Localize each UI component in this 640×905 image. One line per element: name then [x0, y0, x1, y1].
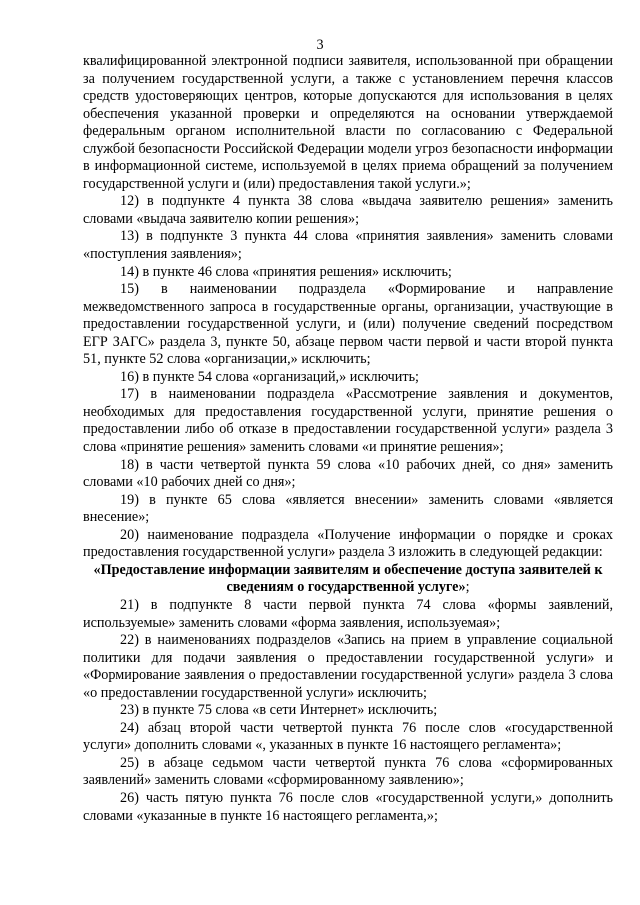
- paragraph-item-15: 15) в наименовании подраздела «Формирование и направление межведомственного запроса в государственные органы, организации, участвующие в предоставлении государственной услуги, и (или) получение сведений посредством ЕГР ЗАГС» раздела 3, пункте 50, абзаце первом части первой и части второй пункта 51, пункте 52 слова «организации,» исключить;: [83, 281, 613, 368]
- heading-text: «Предоставление информации заявителям и обеспечение доступа заявителей к сведениям о государственной услуге»: [93, 561, 603, 596]
- paragraph-item-17: 17) в наименовании подраздела «Рассмотрение заявления и документов, необходимых для предоставления государственной услуги, принятие решения о предоставлении либо об отказе в предоставлении государственной услуги» раздела 3 слова «принятие решения» заменить словами «и принятие решения»;: [83, 386, 613, 456]
- paragraph-item-12: 12) в подпункте 4 пункта 38 слова «выдача заявителю решения» заменить словами «выдача заявителю копии решения»;: [83, 193, 613, 227]
- paragraph-item-24: 24) абзац второй части четвертой пункта 76 после слов «государственной услуги» дополнить словами «, указанных в пункте 16 настоящего регламента»;: [83, 719, 613, 754]
- paragraph-item-21: 21) в подпункте 8 части первой пункта 74 слова «формы заявлений, используемые» заменить словами «форма заявления, используемая»;: [83, 596, 613, 631]
- page-number: 3: [316, 37, 324, 53]
- paragraph-item-18: 18) в части четвертой пункта 59 слова «10 рабочих дней, со дня» заменить словами «10 рабочих дней со дня»;: [83, 456, 613, 491]
- paragraph-item-22: 22) в наименованиях подразделов «Запись на прием в управление социальной политики для подачи заявления о предоставлении государственной услуги» и «Формирование заявления о предоставлении государственной услуги» раздела 3 слова «о предоставлении государственной услуги» исключить;: [83, 632, 613, 701]
- heading-tail: ;: [465, 579, 470, 596]
- document-body: [83, 53, 613, 825]
- paragraph-item-19: 19) в пункте 65 слова «является внесении» заменить словами «является внесение»;: [83, 491, 613, 526]
- paragraph-item-14: 14) в пункте 46 слова «принятия решения» исключить;: [120, 263, 452, 280]
- paragraph-continuation: квалифицированной электронной подписи заявителя, использованной при обращении за получением государственной услуги, а также с установлением перечня классов средств удостоверяющих центров, которые допускаются для использования в целях обеспечения указанной проверки и определяются на основании утверждаемой федеральным органом исполнительной власти по согласованию с Федеральной службой безопасности Российской Федерации модели угроз безопасности информации в информационной системе, используемой в целях приема обращений за получением государственной услуги и (или) предоставления такой услуги.»;: [83, 53, 613, 192]
- paragraph-item-25: 25) в абзаце седьмом части четвертой пункта 76 слова «сформированных заявлений» заменить словами «сформированному заявлению»;: [83, 754, 613, 789]
- paragraph-item-20: 20) наименование подраздела «Получение информации о порядке и сроках предоставления государственной услуги» раздела 3 изложить в следующей редакции:: [83, 526, 613, 561]
- paragraph-item-13: 13) в подпункте 3 пункта 44 слова «принятия заявления» заменить словами «поступления заявления»;: [83, 228, 613, 263]
- paragraph-item-23: 23) в пункте 75 слова «в сети Интернет» исключить;: [120, 702, 438, 719]
- new-subsection-heading: [83, 562, 613, 597]
- paragraph-item-26: 26) часть пятую пункта 76 после слов «государственной услуги,» дополнить словами «указанные в пункте 16 настоящего регламента,»;: [83, 789, 613, 824]
- paragraph-item-16: 16) в пункте 54 слова «организаций,» исключить;: [120, 368, 420, 385]
